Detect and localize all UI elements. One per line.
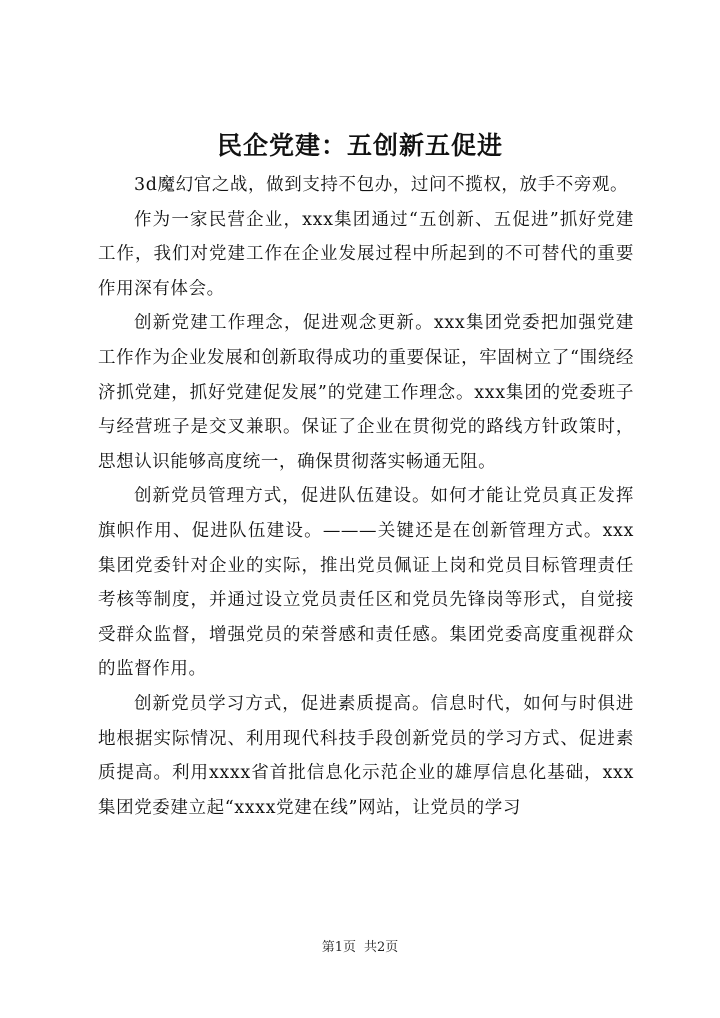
paragraph-management-innovation: 创新党员管理方式，促进队伍建设。如何才能让党员真正发挥旗帜作用、促进队伍建设。———关键还是在创新管理方式。xxx集团党委针对企业的实际，推出党员佩证上岗和党员目标管理责任考核等制度，并通过设立党员责任区和党员先锋岗等形式，自觉接受群众监督，增强党员的荣誉感和责任感。集团党委高度重视群众的监督作用。 bbox=[98, 486, 634, 680]
paragraph-learning-innovation: 创新党员学习方式，促进素质提高。信息时代，如何与时俱进地根据实际情况、利用现代科技手段创新党员的学习方式、促进素质提高。利用xxxx省首批信息化示范企业的雄厚信息化基础，xxx集团党委建立起“xxxx党建在线”网站，让党员的学习 bbox=[98, 693, 634, 818]
paragraph-intro: 3d魔幻官之战，做到支持不包办，过问不揽权，放手不旁观。 bbox=[134, 175, 629, 195]
paragraph-overview: 作为一家民营企业，xxx集团通过“五创新、五促进”抓好党建工作，我们对党建工作在企业发展过程中所起到的不可替代的重要作用深有体会。 bbox=[98, 209, 634, 299]
paragraph-concept-innovation: 创新党建工作理念，促进观念更新。xxx集团党委把加强党建工作作为企业发展和创新取得成功的重要保证，牢固树立了“围绕经济抓党建，抓好党建促发展”的党建工作理念。xxx集团的党委班子与经营班子是交叉兼职。保证了企业在贯彻党的路线方针政策时，思想认识能够高度统一，确保贯彻落实畅通无阻。 bbox=[98, 313, 634, 472]
page-footer bbox=[0, 938, 720, 958]
document-body bbox=[98, 168, 634, 825]
document-title: 民企党建：五创新五促进 bbox=[216, 131, 503, 160]
page-number: 第1页 bbox=[321, 940, 356, 955]
page-total: 共2页 bbox=[364, 940, 399, 955]
